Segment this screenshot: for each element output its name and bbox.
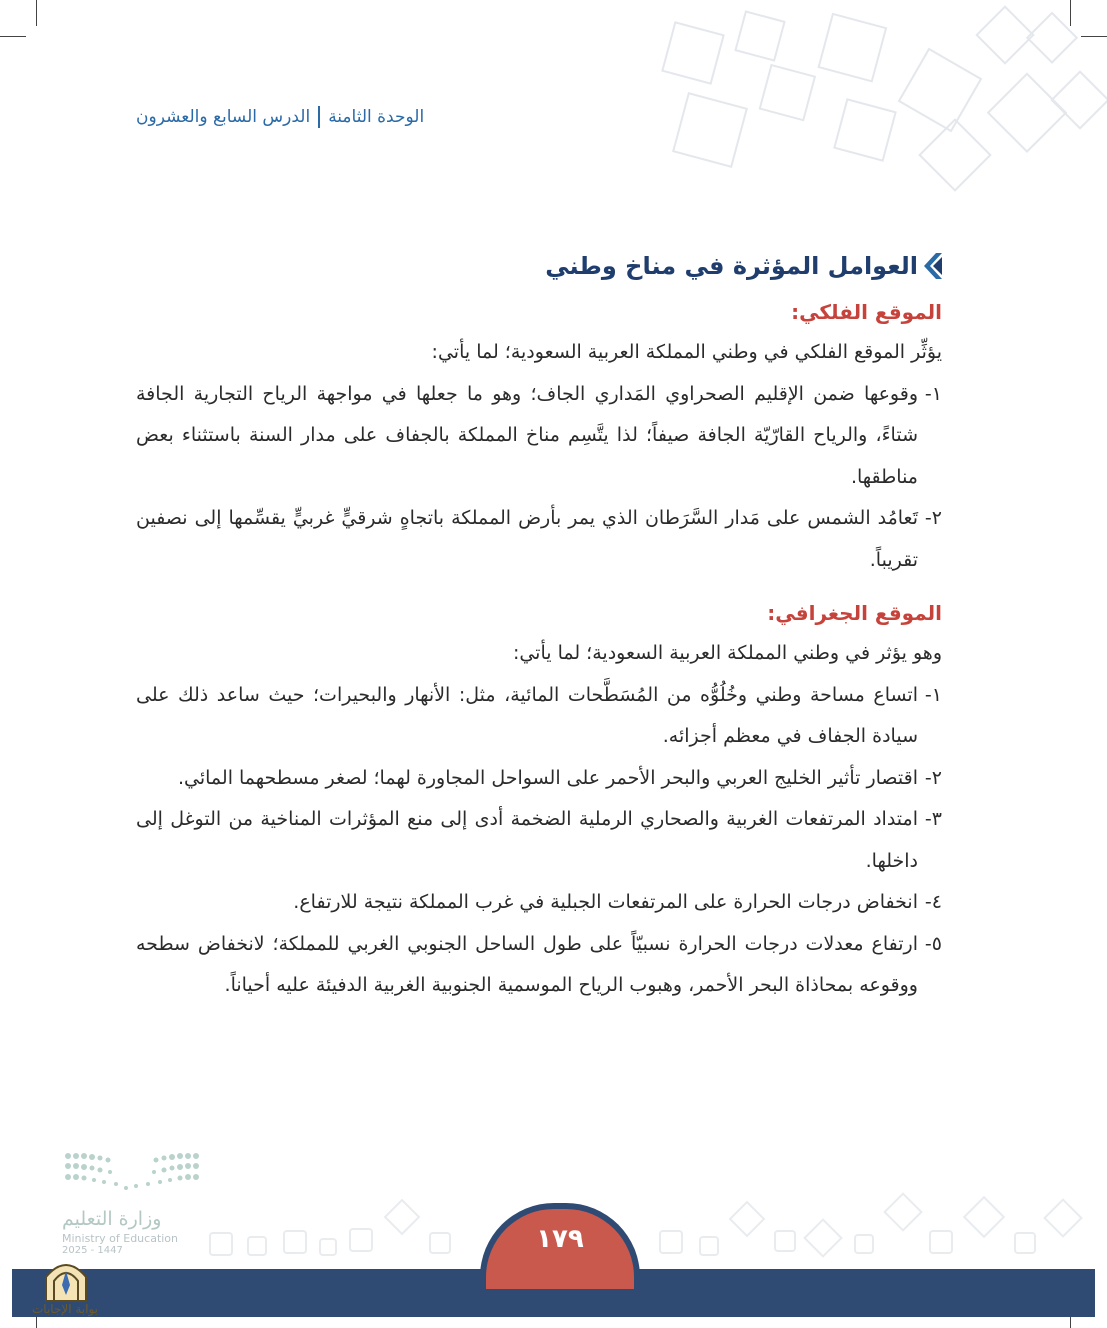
list-item [136, 799, 942, 882]
watermark-label: بوابة الإجابات [32, 1302, 99, 1316]
unit-label: الوحدة الثامنة [328, 107, 425, 127]
intro-paragraph: يؤثِّر الموقع الفلكي في وطني المملكة العربية السعودية؛ لما يأتي: [431, 341, 942, 363]
footer-pattern [200, 1185, 1107, 1269]
section-title: العوامل المؤثرة في مناخ وطني [545, 252, 918, 280]
ministry-name-ar: وزارة التعليم [62, 1208, 162, 1230]
main-content [136, 252, 942, 1007]
ministry-name-en: Ministry of Education [62, 1232, 179, 1245]
item-number: ١- [924, 683, 942, 706]
item-text: تَعامُد الشمس على مَدار السَّرَطان الذي يمر بأرض المملكة باتجاهٍ شرقيٍّ غربيٍّ يقسِّمها إلى نصفين تقريباً. [136, 507, 918, 571]
lesson-label: الدرس السابع والعشرون [136, 107, 311, 127]
subheading-astronomical: الموقع الفلكي: [791, 300, 942, 324]
item-text: اقتصار تأثير الخليج العربي والبحر الأحمر على السواحل المجاورة لهما؛ لصغر مسطحهما المائي. [177, 766, 918, 789]
chevron-left-icon [924, 253, 942, 279]
list-item [136, 498, 942, 581]
list-item [136, 882, 942, 924]
item-text: ارتفاع معدلات درجات الحرارة نسبيّاً على طول الساحل الجنوبي الغربي للمملكة؛ لانخفاض سطحه ووقوعه بمحاذاة البحر الأحمر، وهبوب الرياح الموسمية الجنوبية الغربية الدفيئة عليه أحياناً. [136, 932, 918, 996]
running-header [136, 106, 424, 128]
ministry-logo-icon [62, 1150, 202, 1196]
list-item [136, 924, 942, 1007]
item-number: ٥- [924, 932, 942, 955]
ministry-year: 2025 - 1447 [62, 1245, 123, 1256]
section-heading [136, 252, 942, 280]
list-item [136, 374, 942, 499]
page-number: ١٧٩ [536, 1224, 584, 1254]
item-number: ٢- [924, 507, 942, 529]
item-number: ١- [924, 382, 942, 405]
item-text: اتساع مساحة وطني وخُلُوُّه من المُسَطَّحات المائية، مثل: الأنهار والبحيرات؛ حيث ساعد ذلك على سيادة الجفاف في معظم أجزائه. [136, 683, 918, 747]
item-text: وقوعها ضمن الإقليم الصحراوي المَداري الجاف؛ وهو ما جعلها في مواجهة الرياح التجارية الجافة شتاءً، والرياح القارّيّة الجافة صيفاً؛ لذا يتَّسِم مناخ المملكة بالجفاف على مدار السنة باستثناء بعض مناطقها. [136, 382, 918, 488]
crop-mark [0, 36, 26, 37]
decorative-pattern [640, 0, 1107, 210]
crop-mark [36, 0, 37, 26]
list-item [136, 675, 942, 758]
item-number: ٣- [924, 808, 942, 830]
item-number: ٤- [924, 891, 942, 913]
ministry-watermark [62, 1150, 202, 1256]
item-number: ٢- [924, 766, 942, 789]
subheading-geographic: الموقع الجغرافي: [767, 601, 942, 625]
intro-paragraph: وهو يؤثر في وطني المملكة العربية السعودية؛ لما يأتي: [512, 642, 942, 664]
header-divider [318, 106, 320, 128]
item-text: امتداد المرتفعات الغربية والصحاري الرملية الضخمة أدى إلى منع المؤثرات المناخية من التوغل إلى داخلها. [136, 808, 918, 872]
item-text: انخفاض درجات الحرارة على المرتفعات الجبلية في غرب المملكة نتيجة للارتفاع. [293, 891, 918, 913]
site-emblem-icon [40, 1255, 92, 1303]
list-item [136, 758, 942, 800]
